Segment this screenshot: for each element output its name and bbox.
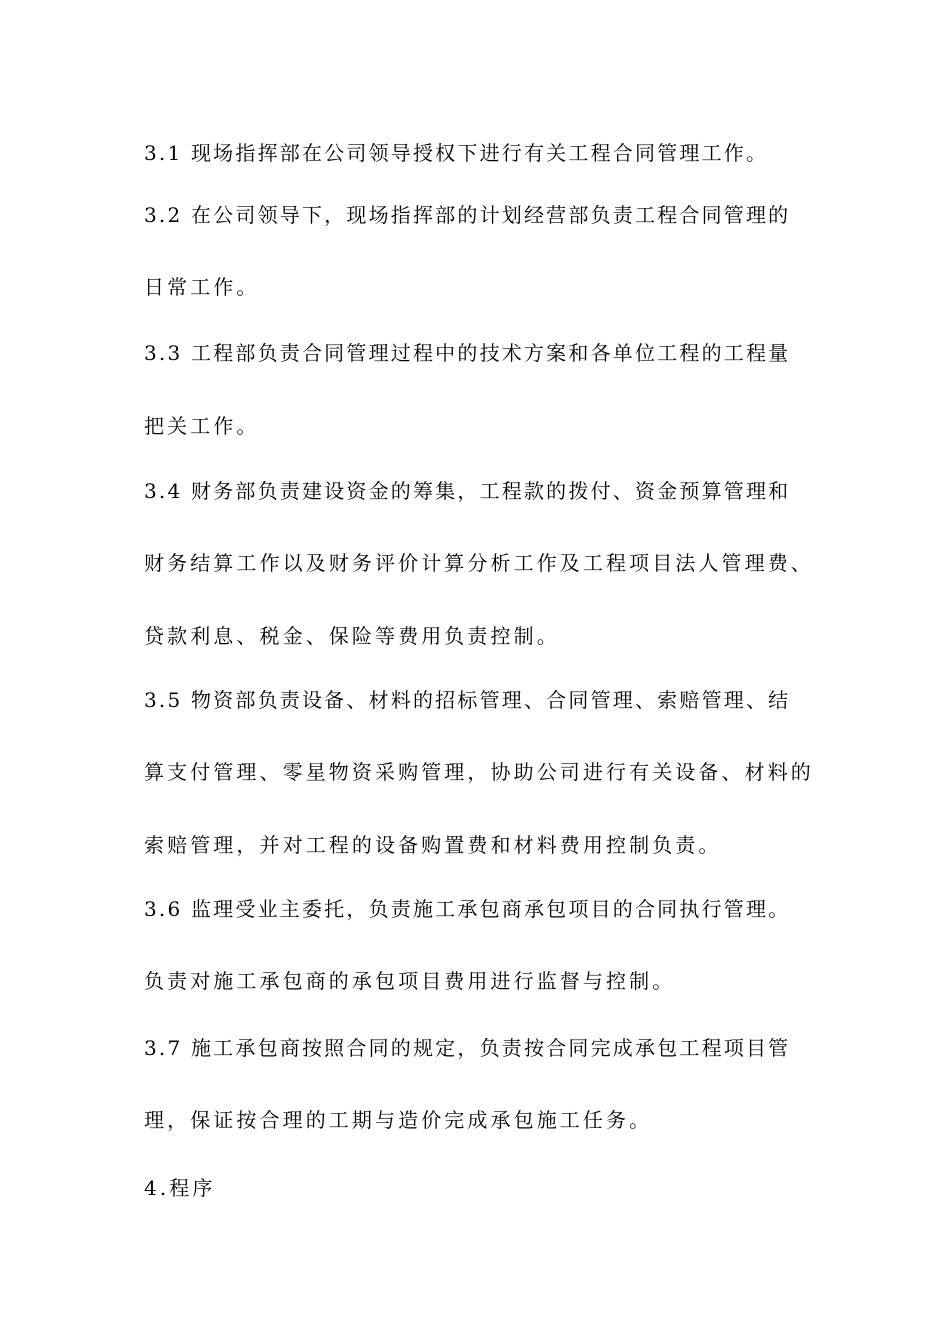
text-line-3-5-cont2: 索赔管理，并对工程的设备购置费和材料费用控制负责。 [144, 833, 722, 857]
text-line-3-6-cont: 负责对施工承包商的承包项目费用进行监督与控制。 [144, 969, 676, 993]
text-line-3-1: 3.1 现场指挥部在公司领导授权下进行有关工程合同管理工作。 [144, 141, 769, 165]
text-line-3-4-cont2: 贷款利息、税金、保险等费用负责控制。 [144, 624, 560, 648]
text-line-3-5: 3.5 物资部负责设备、材料的招标管理、合同管理、索赔管理、结 [144, 688, 791, 712]
text-line-3-4-cont1: 财务结算工作以及财务评价计算分析工作及工程项目法人管理费、 [144, 551, 814, 575]
text-line-3-2: 3.2 在公司领导下，现场指挥部的计划经营部负责工程合同管理的 [144, 203, 791, 227]
text-line-3-7-cont: 理，保证按合理的工期与造价完成承包施工任务。 [144, 1108, 653, 1132]
text-line-3-3: 3.3 工程部负责合同管理过程中的技术方案和各单位工程的工程量 [144, 341, 791, 365]
text-line-3-3-cont: 把关工作。 [144, 414, 260, 438]
section-heading-4: 4.程序 [144, 1176, 216, 1200]
text-line-3-2-cont: 日常工作。 [144, 275, 260, 299]
text-line-3-7: 3.7 施工承包商按照合同的规定，负责按合同完成承包工程项目管 [144, 1036, 791, 1060]
text-line-3-5-cont1: 算支付管理、零星物资采购管理，协助公司进行有关设备、材料的 [144, 760, 814, 784]
text-line-3-6: 3.6 监理受业主委托，负责施工承包商承包项目的合同执行管理。 [144, 897, 791, 921]
text-line-3-4: 3.4 财务部负责建设资金的筹集，工程款的拨付、资金预算管理和 [144, 479, 791, 503]
